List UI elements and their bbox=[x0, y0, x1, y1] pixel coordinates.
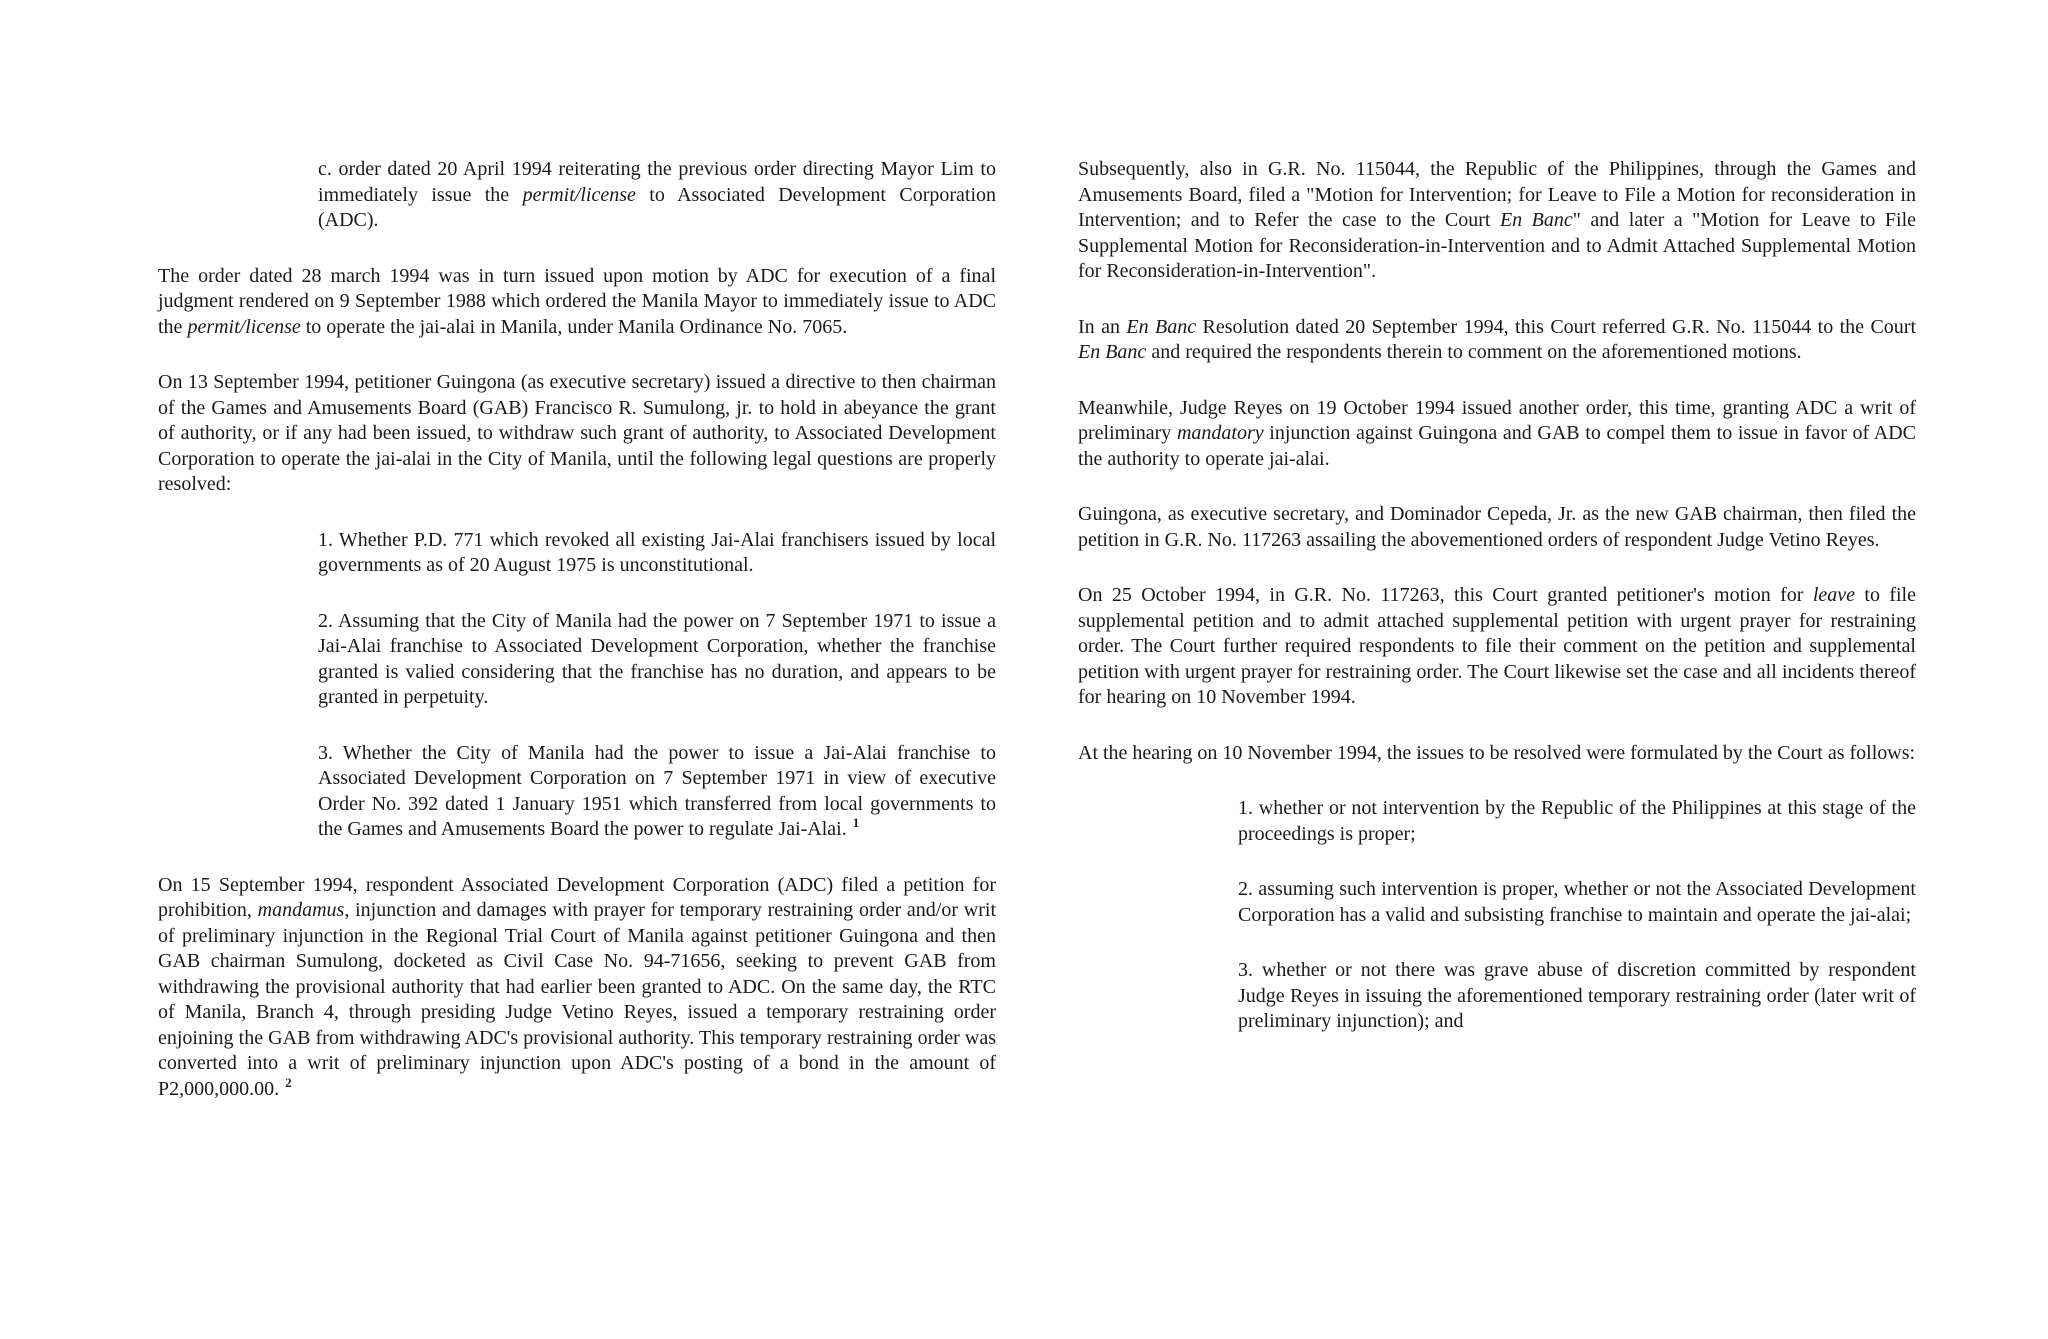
text-segment: Resolution dated 20 September 1994, this Court referred G.R. No. 115044 to the Court bbox=[1196, 315, 1917, 338]
numbered-item bbox=[1238, 958, 1916, 1035]
numbered-item bbox=[1238, 877, 1916, 928]
text-segment: 2. Assuming that the City of Manila had the power on 7 September 1971 to issue a Jai-Alai franchise to Associated Development Corporation, whether the franchise granted is valied considering that the franchise has no duration, and appears to be granted in perpetuity. bbox=[318, 609, 996, 708]
paragraph bbox=[1078, 157, 1916, 285]
text-segment: In an bbox=[1078, 315, 1127, 338]
text-segment: At the hearing on 10 November 1994, the issues to be resolved were formulated by the Court as follows: bbox=[1078, 741, 1916, 764]
paragraph bbox=[318, 157, 996, 234]
italic-segment: mandamus bbox=[257, 899, 345, 921]
text-segment: injunction against Guingona and GAB to compel them to issue in favor of ADC the authority to operate jai-alai. bbox=[1078, 422, 1916, 470]
right-column bbox=[1078, 157, 1916, 1065]
italic-segment: permit/license bbox=[187, 315, 301, 338]
italic-segment: mandatory bbox=[1176, 422, 1264, 444]
text-segment: c. order dated 20 April 1994 reiterating the previous order directing Mayor Lim to immediately issue the bbox=[318, 158, 996, 206]
text-segment: 2. assuming such intervention is proper, whether or not the Associated Development Corporation has a valid and subsisting franchise to maintain and operate the jai-alai; bbox=[1238, 878, 1916, 926]
text-segment: 3. Whether the City of Manila had the power to issue a Jai-Alai franchise to Associated Development Corporation on 7 September 1971 in view of executive Order No. 392 dated 1 January 1951 which transferred from local governments to the Games and Amusements Board the power to regulate Jai-Alai. bbox=[318, 741, 996, 840]
text-segment: Subsequently, also in G.R. No. 115044, the Republic of the Philippines, through the Games and Amusements Board, filed a "Motion for Intervention; for Leave to File a Motion for reconsideration in Intervention; and to Refer the case to the Court bbox=[1078, 158, 1916, 231]
numbered-item bbox=[1238, 796, 1916, 847]
paragraph bbox=[1078, 741, 1916, 767]
paragraph bbox=[158, 370, 996, 498]
paragraph bbox=[1078, 502, 1916, 553]
italic-segment: leave bbox=[1812, 584, 1855, 606]
text-segment: , injunction and damages with prayer for temporary restraining order and/or writ of preliminary injunction in the Regional Trial Court of Manila against petitioner Guingona and then GAB chairman Sumulong, docketed as Civil Case No. 94-71656, seeking to prevent GAB from withdrawing the provisional authority that had earlier been granted to ADC. On the same day, the RTC of Manila, Branch 4, through presiding Judge Vetino Reyes, issued a temporary restraining order enjoining the GAB from withdrawing ADC's provisional authority. This temporary restraining order was converted into a writ of preliminary injunction upon ADC's posting of a bond in the amount of P2,000,000.00. bbox=[158, 899, 997, 1100]
text-segment: 1. whether or not intervention by the Republic of the Philippines at this stage of the proceedings is proper; bbox=[1238, 797, 1916, 845]
paragraph bbox=[1078, 315, 1916, 366]
text-segment: On 13 September 1994, petitioner Guingona (as executive secretary) issued a directive to then chairman of the Games and Amusements Board (GAB) Francisco R. Sumulong, jr. to hold in abeyance the grant of authority, or if any had been issued, to withdraw such grant of authority, to Associated Development Corporation to operate the jai-alai in the City of Manila, until the following legal questions are properly resolved: bbox=[158, 371, 996, 495]
left-column bbox=[158, 157, 996, 1132]
numbered-item bbox=[318, 528, 996, 579]
paragraph bbox=[158, 264, 996, 341]
text-segment: to Associated Development Corporation (ADC). bbox=[318, 183, 997, 231]
text-segment: to file supplemental petition and to admit attached supplemental petition with urgent prayer for restraining order. The Court further required respondents to file their comment on the petition and supplemental petition with urgent prayer for restraining order. The Court likewise set the case and all incidents thereof for hearing on 10 November 1994. bbox=[1078, 584, 1916, 708]
text-segment: " and later a "Motion for Leave to File Supplemental Motion for Reconsideration-in-Intervention and to Admit Attached Supplemental Motion for Reconsideration-in-Intervention". bbox=[1078, 209, 1917, 282]
paragraph bbox=[1078, 396, 1916, 473]
footnote-marker[interactable]: 2 bbox=[285, 1074, 292, 1090]
numbered-item bbox=[318, 741, 996, 843]
text-segment: 1. Whether P.D. 771 which revoked all existing Jai-Alai franchisers issued by local governments as of 20 August 1975 is unconstitutional. bbox=[318, 528, 996, 576]
italic-segment: En Banc bbox=[1126, 315, 1197, 338]
paragraph bbox=[1078, 583, 1916, 711]
numbered-item bbox=[318, 609, 996, 711]
italic-segment: En Banc bbox=[1078, 341, 1147, 363]
text-segment: to operate the jai-alai in Manila, under Manila Ordinance No. 7065. bbox=[300, 315, 848, 338]
text-segment: On 15 September 1994, respondent Associated Development Corporation (ADC) filed a petition for prohibition, bbox=[158, 873, 996, 921]
italic-segment: permit/license bbox=[522, 183, 636, 206]
paragraph bbox=[158, 873, 996, 1103]
text-segment: Guingona, as executive secretary, and Dominador Cepeda, Jr. as the new GAB chairman, then filed the petition in G.R. No. 117263 assailing the abovementioned orders of respondent Judge Vetino Reyes. bbox=[1078, 503, 1916, 551]
text-segment: The order dated 28 march 1994 was in turn issued upon motion by ADC for execution of a final judgment rendered on 9 September 1988 which ordered the Manila Mayor to immediately issue to ADC the bbox=[158, 264, 996, 338]
text-segment: 3. whether or not there was grave abuse of discretion committed by respondent Judge Reyes in issuing the aforementioned temporary restraining order (later writ of preliminary injunction); and bbox=[1238, 959, 1916, 1032]
italic-segment: En Banc bbox=[1499, 209, 1573, 231]
text-segment: and required the respondents therein to comment on the aforementioned motions. bbox=[1146, 341, 1802, 363]
footnote-marker[interactable]: 1 bbox=[852, 815, 860, 830]
text-segment: Meanwhile, Judge Reyes on 19 October 1994 issued another order, this time, granting ADC a writ of preliminary bbox=[1078, 396, 1916, 444]
text-segment: On 25 October 1994, in G.R. No. 117263, this Court granted petitioner's motion for bbox=[1078, 584, 1813, 606]
